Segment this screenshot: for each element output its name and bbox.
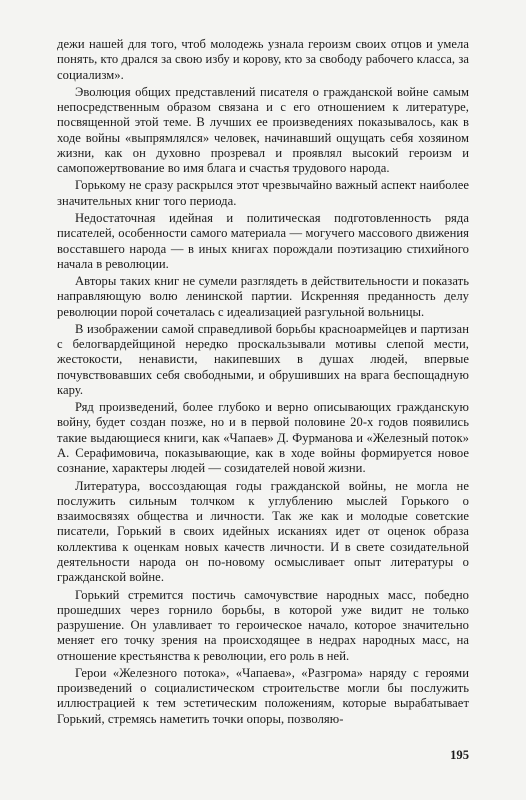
paragraph-9: Горький стремится постичь самочувствие народных масс, победно прошедших через горнило борьбы, в которой уже видит не только разрушение. Он улавливает то героическое начало, которое значительно меняет его точку зрения на происходящее в недрах народных масс, на отношение крестьянства к революции, его роль в ней. (57, 587, 469, 663)
paragraph-1: дежи нашей для того, чтоб молодежь узнала героизм своих отцов и умела понять, кто дрался за свою избу и корову, кто за свободу рабочего класса, за социализм». (57, 37, 469, 82)
page-number: 195 (450, 748, 469, 762)
body-text (57, 37, 469, 727)
paragraph-2: Эволюция общих представлений писателя о гражданской войне самым непосредственным образом связана и с его отношением к литературе, посвященной этой теме. В лучших ее произведениях показывалось, как в ходе войны «выпрямлялся» человек, начинавший ощущать себя хозяином жизни, как он духовно прозревал и проявлял высокий героизм и самопожертвование во имя блага и счастья трудового народа. (57, 84, 469, 176)
paragraph-6: В изображении самой справедливой борьбы красноармейцев и партизан с белогвардейщиной нередко проскальзывали мотивы слепой мести, жестокости, ненависти, накипевших в душах людей, впервые почувствовавших себя свободными, и обрушивших на врага беспощадную кару. (57, 321, 469, 397)
paragraph-7: Ряд произведений, более глубоко и верно описывающих гражданскую войну, будет создан позже, но и в первой половине 20-х годов появились такие выдающиеся книги, как «Чапаев» Д. Фурманова и «Железный поток» А. Серафимовича, показывающие, как в ходе войны формируется новое сознание, характеры людей — созидателей новой жизни. (57, 400, 469, 476)
paragraph-4: Недостаточная идейная и политическая подготовленность ряда писателей, особенности самого материала — могучего массового движения восставшего народа — в иных книгах порождали поэтизацию стихийного начала в революции. (57, 210, 469, 271)
paragraph-8: Литература, воссоздающая годы гражданской войны, не могла не послужить сильным толчком к углублению мыслей Горького о взаимосвязях общества и личности. Так же как и молодые советские писатели, Горький в своих идейных исканиях идет от оценок образа коллектива к оценкам новых качеств личности. И в свете созидательной деятельности народа он по-новому осмысливает опыт литературы о гражданской войне. (57, 478, 469, 585)
paragraph-3: Горькому не сразу раскрылся этот чрезвычайно важный аспект наиболее значительных книг того периода. (57, 178, 469, 208)
paragraph-10: Герои «Железного потока», «Чапаева», «Разгрома» наряду с героями произведений о социалистическом строительстве могли бы послужить иллюстрацией к тем эстетическим положениям, которые вырабатывает Горький, стремясь наметить точки опоры, позволяю- (57, 665, 469, 726)
paragraph-5: Авторы таких книг не сумели разглядеть в действительности и показать направляющую волю ленинской партии. Искренняя преданность делу революции порой сочеталась с идеализацией разгульной вольницы. (57, 274, 469, 319)
